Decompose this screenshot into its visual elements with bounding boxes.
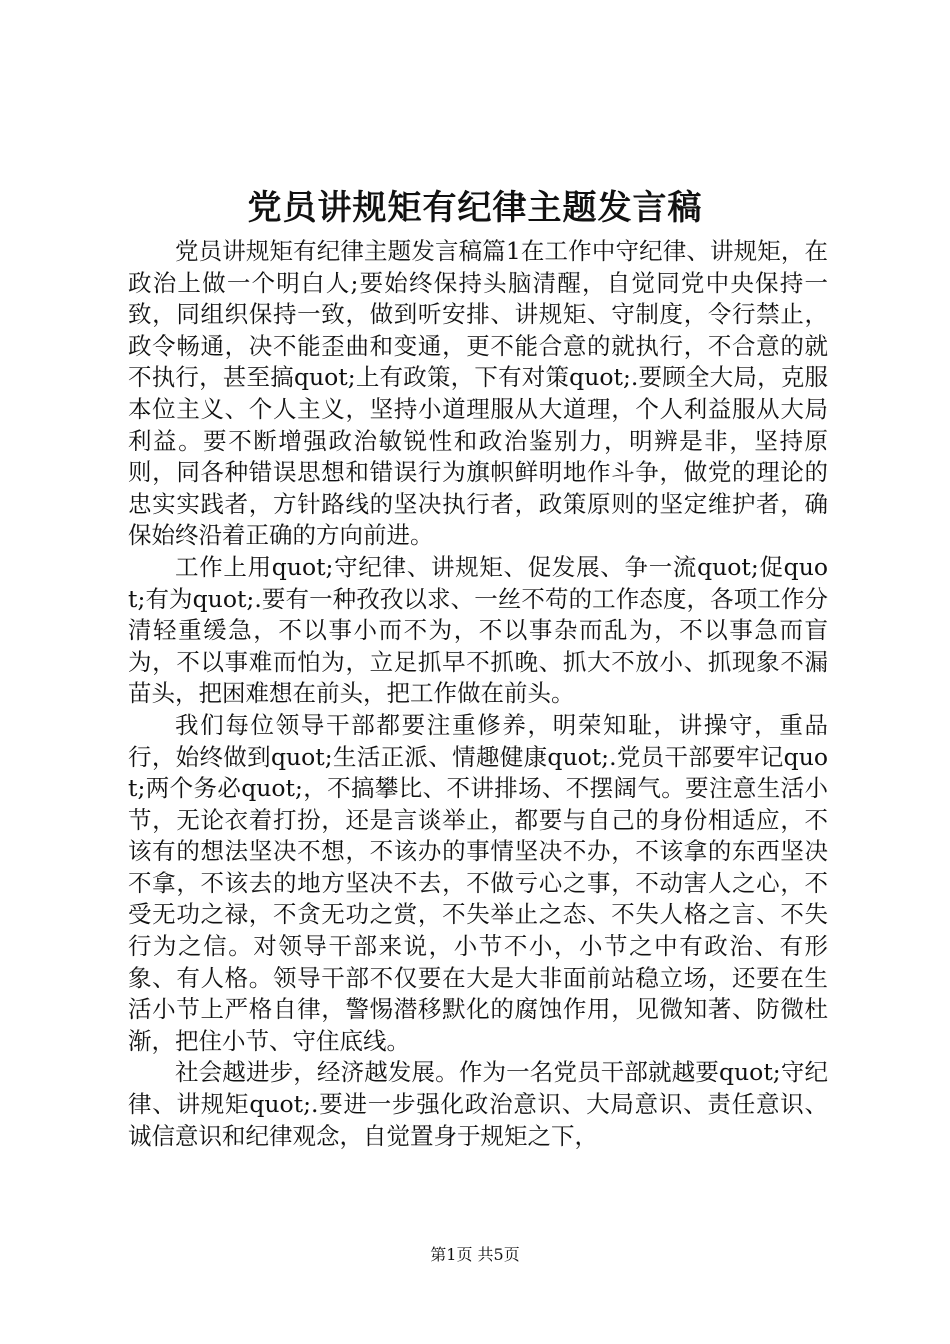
- document-body: [128, 236, 828, 1152]
- paragraph: 工作上用quot;守纪律、讲规矩、促发展、争一流quot;促quot;有为quot;.要有一种孜孜以求、一丝不苟的工作态度，各项工作分清轻重缓急，不以事小而不为，不以事杂而乱为，不以事急而盲为，不以事难而怕为，立足抓早不抓晚、抓大不放小、抓现象不漏苗头，把困难想在前头，把工作做在前头。: [128, 552, 828, 708]
- paragraph: 党员讲规矩有纪律主题发言稿篇1在工作中守纪律、讲规矩，在政治上做一个明白人;要始终保持头脑清醒，自觉同党中央保持一致，同组织保持一致，做到听安排、讲规矩、守制度，令行禁止，政令畅通，决不能歪曲和变通，更不能合意的就执行，不合意的就不执行，甚至搞quot;上有政策，下有对策quot;.要顾全大局，克服本位主义、个人主义，坚持小道理服从大道理，个人利益服从大局利益。要不断增强政治敏锐性和政治鉴别力，明辨是非，坚持原则，同各种错误思想和错误行为旗帜鲜明地作斗争，做党的理论的忠实实践者，方针路线的坚决执行者，政策原则的坚定维护者，确保始终沿着正确的方向前进。: [128, 237, 828, 550]
- paragraph: 我们每位领导干部都要注重修养，明荣知耻，讲操守，重品行，始终做到quot;生活正派、情趣健康quot;.党员干部要牢记quot;两个务必quot;，不搞攀比、不讲排场、不摆阔气。要注意生活小节，无论衣着打扮，还是言谈举止，都要与自己的身份相适应，不该有的想法坚决不想，不该办的事情坚决不办，不该拿的东西坚决不拿，不该去的地方坚决不去，不做亏心之事，不动害人之心，不受无功之禄，不贪无功之赏，不失举止之态、不失人格之言、不失行为之信。对领导干部来说，小节不小，小节之中有政治、有形象、有人格。领导干部不仅要在大是大非面前站稳立场，还要在生活小节上严格自律，警惕潜移默化的腐蚀作用，见微知著、防微杜渐，把住小节、守住底线。: [128, 710, 828, 1055]
- page-number-footer: 第1页 共5页: [430, 1245, 520, 1264]
- paragraph: 社会越进步，经济越发展。作为一名党员干部就越要quot;守纪律、讲规矩quot;.要进一步强化政治意识、大局意识、责任意识、诚信意识和纪律观念，自觉置身于规矩之下，: [128, 1058, 828, 1150]
- document-title: 党员讲规矩有纪律主题发言稿: [247, 188, 703, 228]
